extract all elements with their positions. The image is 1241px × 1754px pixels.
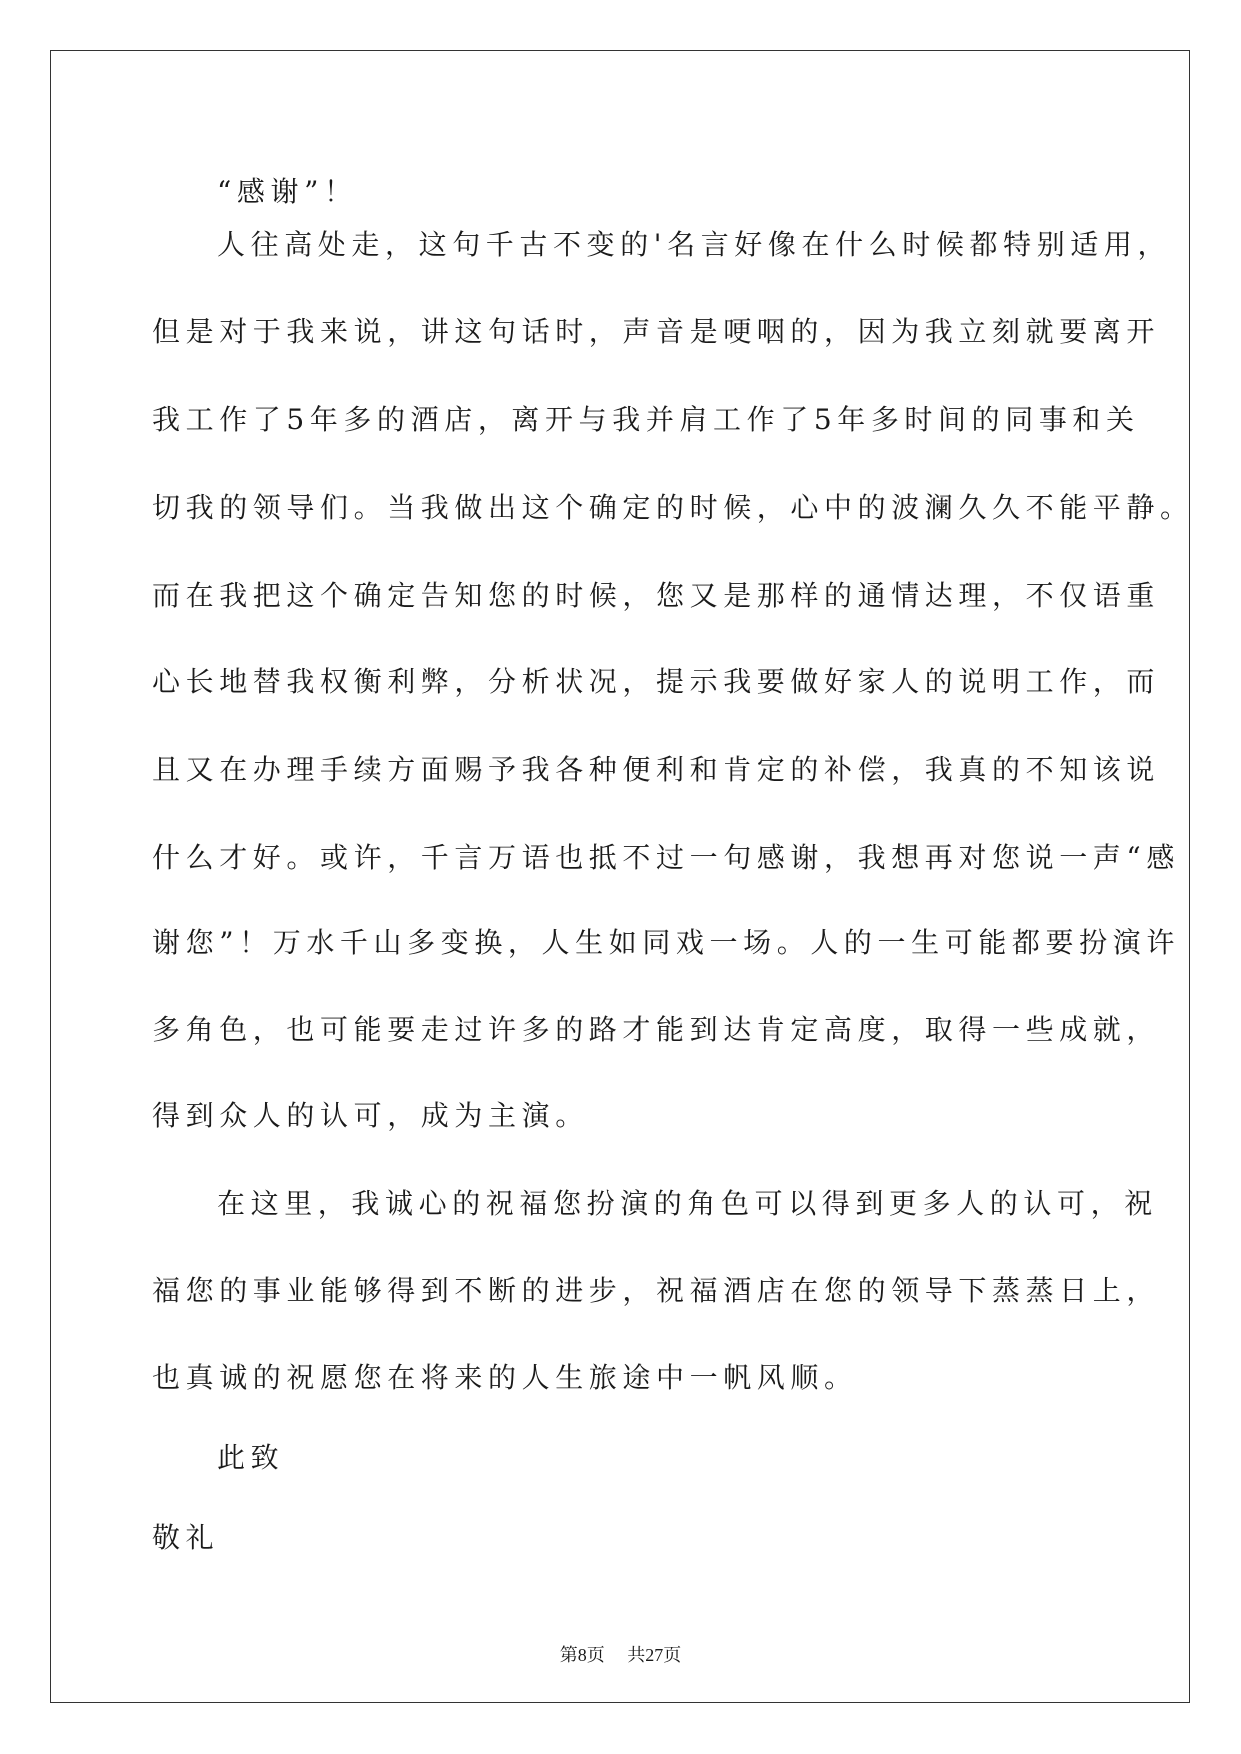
text-line: 人往高处走，这句千古不变的'名言好像在什么时候都特别适用， (217, 228, 1172, 261)
text-line: 谢您”！万水千山多变换，人生如同戏一场。人的一生可能都要扮演许 (152, 926, 1180, 959)
text-line: 且又在办理手续方面赐予我各种便利和肯定的补偿，我真的不知该说 (152, 753, 1161, 786)
text-line: “感谢”！ (217, 175, 358, 208)
text-line: 而在我把这个确定告知您的时候，您又是那样的通情达理，不仅语重 (152, 579, 1161, 612)
text-line: 福您的事业能够得到不断的进步，祝福酒店在您的领导下蒸蒸日上， (152, 1274, 1161, 1307)
text-line: 我工作了5年多的酒店，离开与我并肩工作了5年多时间的同事和关 (152, 403, 1140, 436)
text-line: 在这里，我诚心的祝福您扮演的角色可以得到更多人的认可，祝 (217, 1187, 1158, 1220)
text-line: 也真诚的祝愿您在将来的人生旅途中一帆风顺。 (152, 1361, 858, 1394)
closing-regards: 敬礼 (152, 1521, 220, 1554)
text-line: 得到众人的认可，成为主演。 (152, 1099, 589, 1132)
text-line: 心长地替我权衡利弊，分析状况，提示我要做好家人的说明工作，而 (152, 665, 1161, 698)
text-line: 但是对于我来说，讲这句话时，声音是哽咽的，因为我立刻就要离开 (152, 315, 1161, 348)
page-number: 第8页 (559, 1645, 605, 1665)
text-line: 切我的领导们。当我做出这个确定的时候，心中的波澜久久不能平静。 (152, 491, 1194, 524)
closing-salutation: 此致 (217, 1441, 285, 1474)
text-line: 多角色，也可能要走过许多的路才能到达肯定高度，取得一些成就， (152, 1013, 1161, 1046)
text-line: 什么才好。或许，千言万语也抵不过一句感谢，我想再对您说一声“感 (152, 841, 1180, 874)
page-footer (0, 1643, 1241, 1667)
page-total: 共27页 (627, 1645, 682, 1665)
